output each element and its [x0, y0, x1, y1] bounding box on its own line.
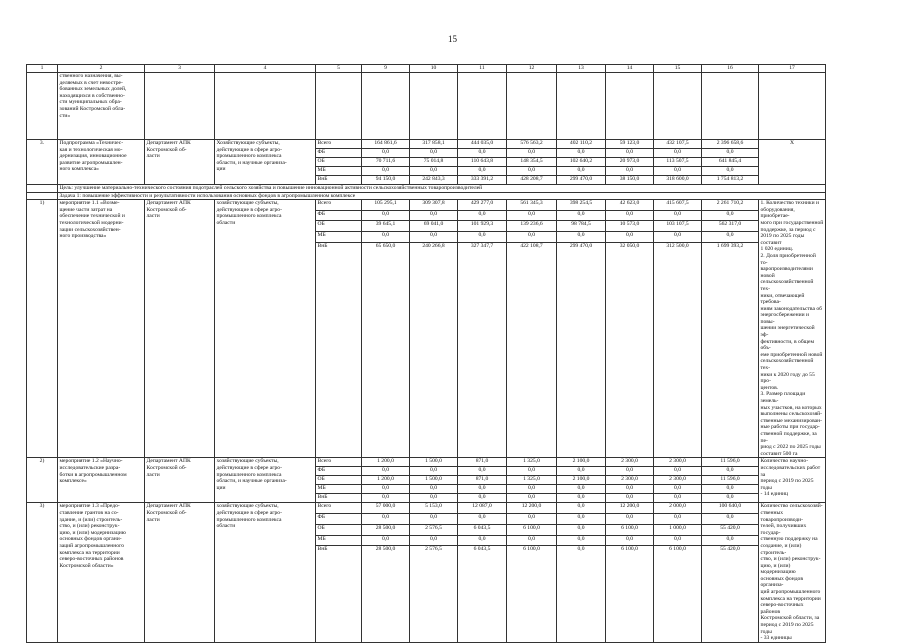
participants: хозяйствующие субъекты, действующие в сфере агро- промышленного комплекса области, и научные организа- ции [215, 458, 316, 503]
cell [27, 192, 58, 200]
funding-value: 2 300,0 [606, 476, 654, 485]
funding-value: 98 784,5 [557, 221, 606, 232]
funding-value: 1 754 813,2 [702, 176, 759, 185]
funding-value: 2 576,5 [410, 546, 458, 643]
funding-value: 12 200,0 [606, 503, 654, 514]
funding-value: 0,0 [458, 231, 507, 242]
funding-value: 0,0 [362, 467, 410, 476]
funding-value: 100 640,0 [702, 503, 759, 514]
funding-source: ВнБ [316, 546, 362, 643]
expected-result: Количество сельскохозяй- ственных товаропроизводи- телей, получивших государ- ственную поддержку на создание, и (или) строитель- ство, и (или) реконструк- цию, и (или) модернизацию основных фондов организа- ций агропромышленного комплекса на территории северо-восточных районов Костромской области, за период с 2019 по 2025 годы - 33 единицы [759, 503, 826, 642]
goal-text: Цель: улучшение материально-технического состояния подотраслей сельского хозяйства и повышение инновационной активности сельскохозяйственных товаропроизводителей [58, 185, 826, 193]
funding-value: 0,0 [458, 167, 507, 176]
col-header: 3 [145, 65, 215, 73]
funding-value: 312 500,0 [654, 242, 702, 458]
measure-name: мероприятие 1.3 «Предо- ставление грантов на со- здание, и (или) строитель- ство, и (или) реконструк- цию, и (или) модернизацию основных фондов органи- заций агропромышленного комплекса на территории северо-восточных районов Костромской области» [58, 503, 145, 642]
funding-value: 164 861,6 [362, 140, 410, 149]
funding-value: 0,0 [702, 231, 759, 242]
measure-name: мероприятие 1.1 «Возме- щение части затрат на обеспечение технической и технологической модерни- зации сельскохозяйствен- ного производства» [58, 200, 145, 458]
executor: Департамент АПК Костромской об- ласти [145, 503, 215, 642]
funding-value: 2 300,0 [606, 458, 654, 467]
funding-value: 0,0 [458, 149, 507, 158]
event-row [27, 503, 826, 514]
funding-value: 0,0 [557, 524, 606, 535]
funding-value: 299 470,0 [557, 242, 606, 458]
expected-result: 1. Количество техники и оборудования, приобретае- мого при государственной поддержке, за период с 2019 по 2025 годы составит 1 020 единиц. 2. Доля приобретенной то- варопроизводителями новой сельскохозяйственной тех- ники, отвечающей требова- ниям законодательства об энергосбережении и повы- шении энергетической эф- фективности, в общем объ- еме приобретенной новой сельскохозяйственной тех- ники к 2020 году до 55 про- центов. 3. Размер площади земель- ных участков, на которых выполнены сельскохозяй- ственные механизирован- ные работы при государ- ственной поддержке, за пе- риод с 2022 по 2025 годы составит 500 га [759, 200, 826, 458]
funding-value: 20 973,0 [606, 158, 654, 167]
funding-value: 6 043,5 [458, 524, 507, 535]
funding-source: ФБ [316, 210, 362, 221]
funding-source: Всего [316, 200, 362, 211]
funding-value: 0,0 [410, 514, 458, 525]
continuation-name: ственного назначения, вы- деляемых в счет невостре- бованных земельных долей, находящихся в собственно- сти муниципальных обра- зований Костромской обла- сти» [58, 73, 145, 140]
funding-value: 2 261 710,2 [702, 200, 759, 211]
funding-value: 318 600,0 [654, 176, 702, 185]
cell [458, 73, 507, 140]
funding-value: 0,0 [410, 485, 458, 494]
col-header: 5 [316, 65, 362, 73]
funding-value: 0,0 [606, 494, 654, 503]
funding-value: 0,0 [507, 210, 557, 221]
col-header: 12 [507, 65, 557, 73]
funding-value: 59 123,0 [606, 140, 654, 149]
funding-value: 75 014,8 [410, 158, 458, 167]
funding-value: 333 391,2 [458, 176, 507, 185]
funding-source: ВнБ [316, 176, 362, 185]
funding-value: 1 000,0 [654, 524, 702, 535]
cell [316, 73, 362, 140]
funding-value: 0,0 [410, 535, 458, 546]
cell [27, 73, 58, 140]
funding-value: 422 108,7 [507, 242, 557, 458]
funding-value: 139 236,6 [507, 221, 557, 232]
funding-source: ВнБ [316, 242, 362, 458]
funding-value: 0,0 [362, 514, 410, 525]
funding-source: ОБ [316, 524, 362, 535]
funding-value: 0,0 [458, 514, 507, 525]
funding-value: 0,0 [654, 485, 702, 494]
funding-value: 0,0 [507, 485, 557, 494]
funding-value: 110 643,8 [458, 158, 507, 167]
funding-value: 113 507,5 [654, 158, 702, 167]
cell [410, 73, 458, 140]
funding-value: 641 845,4 [702, 158, 759, 167]
row-number: 3) [27, 503, 58, 642]
event-row [27, 458, 826, 467]
funding-value: 0,0 [702, 210, 759, 221]
funding-value: 0,0 [654, 167, 702, 176]
col-header: 16 [702, 65, 759, 73]
funding-value: 0,0 [702, 514, 759, 525]
cell [759, 73, 826, 140]
funding-value: 0,0 [654, 231, 702, 242]
cell [362, 73, 410, 140]
funding-value: 242 843,3 [410, 176, 458, 185]
funding-value: 0,0 [702, 467, 759, 476]
funding-value: 2 000,0 [654, 503, 702, 514]
funding-value: 65 650,0 [362, 242, 410, 458]
funding-value: 6 100,0 [507, 524, 557, 535]
event-row [27, 200, 826, 211]
expected-result: Х [759, 140, 826, 185]
funding-value: 0,0 [507, 467, 557, 476]
funding-value: 0,0 [702, 535, 759, 546]
funding-source: ФБ [316, 514, 362, 525]
col-header: 14 [606, 65, 654, 73]
funding-value: 871,0 [458, 476, 507, 485]
funding-value: 0,0 [362, 494, 410, 503]
funding-value: 0,0 [362, 167, 410, 176]
funding-value: 2 100,0 [557, 458, 606, 467]
funding-source: МБ [316, 167, 362, 176]
funding-value: 69 041,0 [410, 221, 458, 232]
funding-value: 0,0 [557, 485, 606, 494]
funding-value: 0,0 [654, 535, 702, 546]
funding-value: 0,0 [362, 149, 410, 158]
funding-value: 11 596,0 [702, 458, 759, 467]
funding-value: 148 354,5 [507, 158, 557, 167]
funding-value: 0,0 [362, 231, 410, 242]
funding-value: 0,0 [362, 535, 410, 546]
funding-value: 0,0 [458, 467, 507, 476]
funding-value: 317 858,1 [410, 140, 458, 149]
funding-value: 0,0 [654, 210, 702, 221]
funding-value: 0,0 [557, 467, 606, 476]
row-number: 2) [27, 458, 58, 503]
cell [702, 73, 759, 140]
funding-value: 0,0 [606, 535, 654, 546]
funding-value: 0,0 [557, 167, 606, 176]
funding-value: 0,0 [702, 167, 759, 176]
funding-value: 6 043,5 [458, 546, 507, 643]
funding-value: 415 607,5 [654, 200, 702, 211]
funding-value: 70 711,6 [362, 158, 410, 167]
funding-value: 2 300,0 [654, 476, 702, 485]
funding-value: 0,0 [606, 485, 654, 494]
cell [557, 73, 606, 140]
funding-value: 871,0 [458, 458, 507, 467]
funding-value: 102 640,2 [557, 158, 606, 167]
funding-value: 309 307,8 [410, 200, 458, 211]
funding-value: 1 500,0 [410, 476, 458, 485]
page-number: 15 [448, 34, 457, 44]
funding-value: 1 325,0 [507, 476, 557, 485]
funding-value: 576 563,2 [507, 140, 557, 149]
funding-value: 0,0 [507, 535, 557, 546]
funding-value: 2 576,5 [410, 524, 458, 535]
funding-value: 0,0 [507, 514, 557, 525]
funding-value: 94 150,0 [362, 176, 410, 185]
expected-result: Количество научно- исследовательских работ за период с 2019 по 2025 годы - 14 единиц [759, 458, 826, 503]
funding-value: 101 929,3 [458, 221, 507, 232]
funding-value: 240 266,8 [410, 242, 458, 458]
funding-value: 0,0 [410, 494, 458, 503]
funding-value: 0,0 [702, 149, 759, 158]
funding-value: 0,0 [654, 494, 702, 503]
funding-value: 103 107,5 [654, 221, 702, 232]
participants: хозяйствующие субъекты, действующие в сфере агро- промышленного комплекса области [215, 200, 316, 458]
funding-value: 429 277,0 [458, 200, 507, 211]
funding-value: 12 200,0 [507, 503, 557, 514]
funding-value: 0,0 [654, 149, 702, 158]
cell [654, 73, 702, 140]
funding-value: 6 100,0 [654, 546, 702, 643]
cell [215, 73, 316, 140]
funding-value: 0,0 [606, 149, 654, 158]
funding-value: 398 254,5 [557, 200, 606, 211]
funding-source: ОБ [316, 476, 362, 485]
measure-name: мероприятие 1.2 «Научно- исследовательские разра- ботки в агропромышленном комплексе» [58, 458, 145, 503]
funding-value: 0,0 [362, 210, 410, 221]
funding-value: 28 500,0 [362, 546, 410, 643]
funding-value: 402 110,2 [557, 140, 606, 149]
funding-value: 12 087,0 [458, 503, 507, 514]
measure-name: Подпрограмма «Техничес- кая и технологическая мо- дернизация, инновационное развитие агропромышлен- ного комплекса» [58, 140, 145, 185]
cell [145, 73, 215, 140]
funding-value: 0,0 [410, 167, 458, 176]
executor: Департамент АПК Костромской об- ласти [145, 200, 215, 458]
continuation-row [27, 73, 826, 140]
executor: Департамент АПК Костромской об- ласти [145, 458, 215, 503]
funding-value: 10 573,0 [606, 221, 654, 232]
funding-source: Всего [316, 140, 362, 149]
funding-value: 38 150,0 [606, 176, 654, 185]
funding-value: 0,0 [507, 231, 557, 242]
funding-value: 0,0 [606, 167, 654, 176]
funding-value: 1 500,0 [410, 458, 458, 467]
subprogram-row [27, 140, 826, 149]
funding-value: 562 317,0 [702, 221, 759, 232]
funding-value: 0,0 [410, 231, 458, 242]
funding-value: 2 300,0 [654, 458, 702, 467]
funding-value: 0,0 [557, 514, 606, 525]
cell [27, 185, 58, 193]
funding-value: 0,0 [606, 467, 654, 476]
funding-value: 1 200,0 [362, 458, 410, 467]
funding-value: 0,0 [557, 494, 606, 503]
funding-value: 0,0 [702, 485, 759, 494]
funding-source: Всего [316, 503, 362, 514]
funding-value: 32 050,0 [606, 242, 654, 458]
funding-value: 105 295,1 [362, 200, 410, 211]
funding-value: 0,0 [654, 467, 702, 476]
col-header: 17 [759, 65, 826, 73]
executor: Департамент АПК Костромской об- ласти [145, 140, 215, 185]
funding-value: 0,0 [606, 210, 654, 221]
funding-value: 6 100,0 [606, 546, 654, 643]
funding-value: 0,0 [410, 149, 458, 158]
funding-source: ФБ [316, 149, 362, 158]
funding-value: 0,0 [458, 485, 507, 494]
funding-value: 432 107,5 [654, 140, 702, 149]
funding-value: 0,0 [606, 231, 654, 242]
funding-value: 1 325,0 [507, 458, 557, 467]
funding-value: 0,0 [557, 210, 606, 221]
funding-value: 444 035,0 [458, 140, 507, 149]
funding-value: 0,0 [557, 546, 606, 643]
col-header: 15 [654, 65, 702, 73]
funding-value: 5 153,0 [410, 503, 458, 514]
participants: Хозяйствующие субъекты, действующие в сфере агро- промышленного комплекса области, и научные организа- ции [215, 140, 316, 185]
col-header: 9 [362, 65, 410, 73]
col-header: 1 [27, 65, 58, 73]
funding-value: 55 420,0 [702, 524, 759, 535]
funding-value: 57 000,0 [362, 503, 410, 514]
funding-value: 1 699 393,2 [702, 242, 759, 458]
funding-source: ОБ [316, 158, 362, 167]
funding-value: 0,0 [557, 503, 606, 514]
col-header: 13 [557, 65, 606, 73]
funding-value: 0,0 [557, 535, 606, 546]
participants: хозяйствующие субъекты, действующие в сфере агро- промышленного комплекса области [215, 503, 316, 642]
task-row [27, 192, 826, 200]
funding-value: 2 396 658,6 [702, 140, 759, 149]
funding-source: ФБ [316, 467, 362, 476]
funding-value: 2 100,0 [557, 476, 606, 485]
header-row [27, 65, 826, 73]
funding-value: 0,0 [410, 467, 458, 476]
row-number: 3. [27, 140, 58, 185]
funding-value: 0,0 [654, 514, 702, 525]
funding-value: 0,0 [507, 167, 557, 176]
funding-value: 55 420,0 [702, 546, 759, 643]
funding-value: 28 500,0 [362, 524, 410, 535]
cell [507, 73, 557, 140]
funding-value: 6 100,0 [507, 546, 557, 643]
row-number: 1) [27, 200, 58, 458]
program-table [26, 64, 826, 643]
col-header: 4 [215, 65, 316, 73]
funding-value: 0,0 [458, 535, 507, 546]
funding-value: 0,0 [458, 210, 507, 221]
funding-source: Всего [316, 458, 362, 467]
funding-value: 0,0 [557, 231, 606, 242]
funding-value: 11 596,0 [702, 476, 759, 485]
funding-source: МБ [316, 535, 362, 546]
cell [606, 73, 654, 140]
task-text: Задача 1: повышение эффективности и результативности использования основных фондов в агропромышленном комплексе [58, 192, 826, 200]
funding-source: МБ [316, 485, 362, 494]
col-header: 11 [458, 65, 507, 73]
funding-value: 42 623,0 [606, 200, 654, 211]
funding-value: 561 345,3 [507, 200, 557, 211]
funding-source: МБ [316, 231, 362, 242]
funding-value: 299 470,0 [557, 176, 606, 185]
funding-value: 0,0 [557, 149, 606, 158]
col-header: 2 [58, 65, 145, 73]
col-header: 10 [410, 65, 458, 73]
funding-value: 327 347,7 [458, 242, 507, 458]
funding-value: 0,0 [410, 210, 458, 221]
funding-source: ВнБ [316, 494, 362, 503]
funding-value: 6 100,0 [606, 524, 654, 535]
funding-value: 1 200,0 [362, 476, 410, 485]
goal-row [27, 185, 826, 193]
funding-value: 0,0 [362, 485, 410, 494]
funding-value: 0,0 [458, 494, 507, 503]
funding-value: 0,0 [606, 514, 654, 525]
funding-value: 0,0 [702, 494, 759, 503]
funding-value: 428 208,7 [507, 176, 557, 185]
funding-value: 0,0 [507, 494, 557, 503]
funding-value: 39 645,1 [362, 221, 410, 232]
funding-source: ОБ [316, 221, 362, 232]
funding-value: 0,0 [507, 149, 557, 158]
